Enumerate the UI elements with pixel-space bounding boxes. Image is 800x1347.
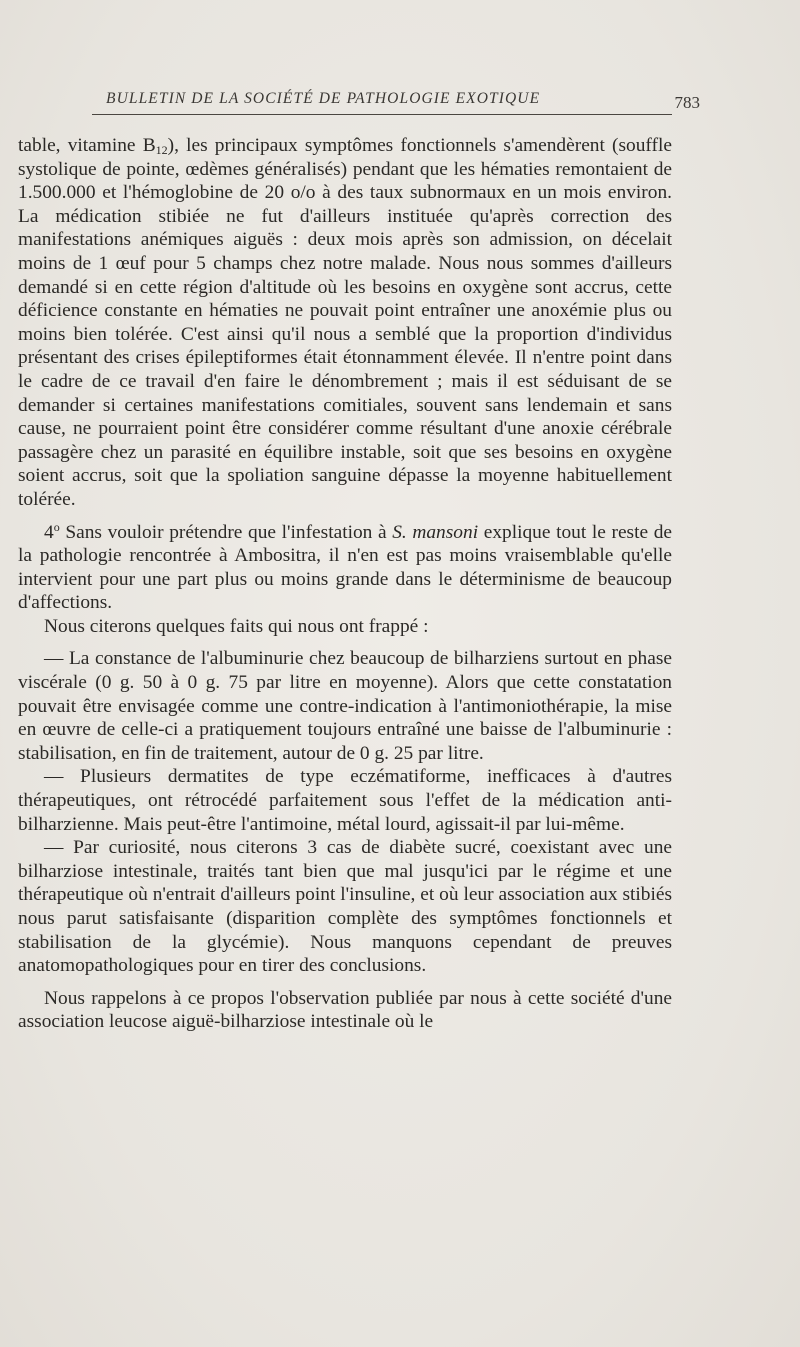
paragraph-4: — La constance de l'albuminurie chez beaucoup de bilharziens surtout en phase viscérale (0 g. 50 à 0 g. 75 par litre en moyenne). Alors que cette constatation pouvait être envisagée comme une contre-indication à l'antimoniothérapie, la mise en œuvre de celle-ci a pratiquement toujours entraîné une baisse de l'albuminurie : stabilisation, en fin de traitement, autour de 0 g. 25 par litre. (18, 648, 672, 764)
paragraph-text: table, vitamine B (18, 135, 156, 156)
header-rule (92, 114, 672, 115)
paragraph-1 (18, 134, 672, 512)
paragraph-7: Nous rappelons à ce propos l'observation publiée par nous à cette société d'une association leucose aiguë-bilharziose intestinale où le (18, 987, 672, 1033)
paragraph-3: Nous citerons quelques faits qui nous ont frappé : (44, 615, 429, 637)
page-number: 783 (674, 93, 700, 112)
species-name: S. mansoni (392, 521, 479, 543)
paragraph-6: — Par curiosité, nous citerons 3 cas de diabète sucré, coexistant avec une bilharziose intestinale, traités tant bien que mal jusqu'ici par le régime et une thérapeutique où n'entrait d'ailleurs point l'insuline, et où leur association aux stibiés nous parut satisfaisante (disparition complète des symptômes fonctionnels et stabilisation de la glycémie). Nous manquons cependant de preuves anatomopathologiques pour en tirer des conclusions. (18, 837, 672, 977)
running-title: BULLETIN DE LA SOCIÉTÉ DE PATHOLOGIE EXOTIQUE (106, 90, 541, 107)
degree-sign: o (53, 519, 60, 534)
page-header (92, 90, 700, 116)
paragraph-5: — Plusieurs dermatites de type eczématiforme, inefficaces à d'autres thérapeutiques, ont rétrocédé parfaitement sous l'effet de la médication anti-bilharzienne. Mais peut-être l'antimoine, métal lourd, agissait-il par lui-même. (18, 766, 672, 835)
paragraph-text: Sans vouloir prétendre que l'infestation à (59, 521, 393, 543)
paragraph-text: ), les principaux symptômes fonctionnels s'amendèrent (souffle systolique de pointe, œdèmes généralisés) pendant que les hématies remontaient de 1.500.000 et l'hémoglobine de 20 o/o à des taux subnormaux en un mois environ. La médication stibiée ne fut d'ailleurs instituée qu'après correction des manifestations anémiques aiguës : deux mois après son admission, on décelait moins de 1 œuf pour 5 champs chez notre malade. Nous nous sommes d'ailleurs demandé si en cette région d'altitude où les besoins en oxygène sont accrus, cette déficience constante en hématies ne pouvait point entraîner une anoxémie plus ou moins bien tolérée. C'est ainsi qu'il nous a semblé que la proportion d'individus présentant des crises épileptiformes était étonnamment élevée. Il n'entre point dans le cadre de ce travail d'en faire le dénombrement ; mais il est séduisant de se demander si certaines manifestations comitiales, souvent sans lendemain et sans cause, ne pourraient point être considérer comme résultant d'une anoxie cérébrale passagère chez un parasité en équilibre instable, soit que ses besoins en oxygène soient accrus, soit que la spoliation sanguine dépasse la moyenne habituellement tolérée. (18, 135, 672, 510)
body-text (18, 134, 672, 1034)
paragraph-2 (18, 521, 672, 615)
paragraph-text: explique tout le reste de la pathologie rencontrée à Ambositra, il n'en est pas moins vraisemblable qu'elle intervient pour une part plus ou moins grande dans le déterminisme de beaucoup d'affections. (18, 521, 673, 614)
subscript: 12 (155, 143, 168, 157)
section-number: 4 (44, 521, 54, 543)
